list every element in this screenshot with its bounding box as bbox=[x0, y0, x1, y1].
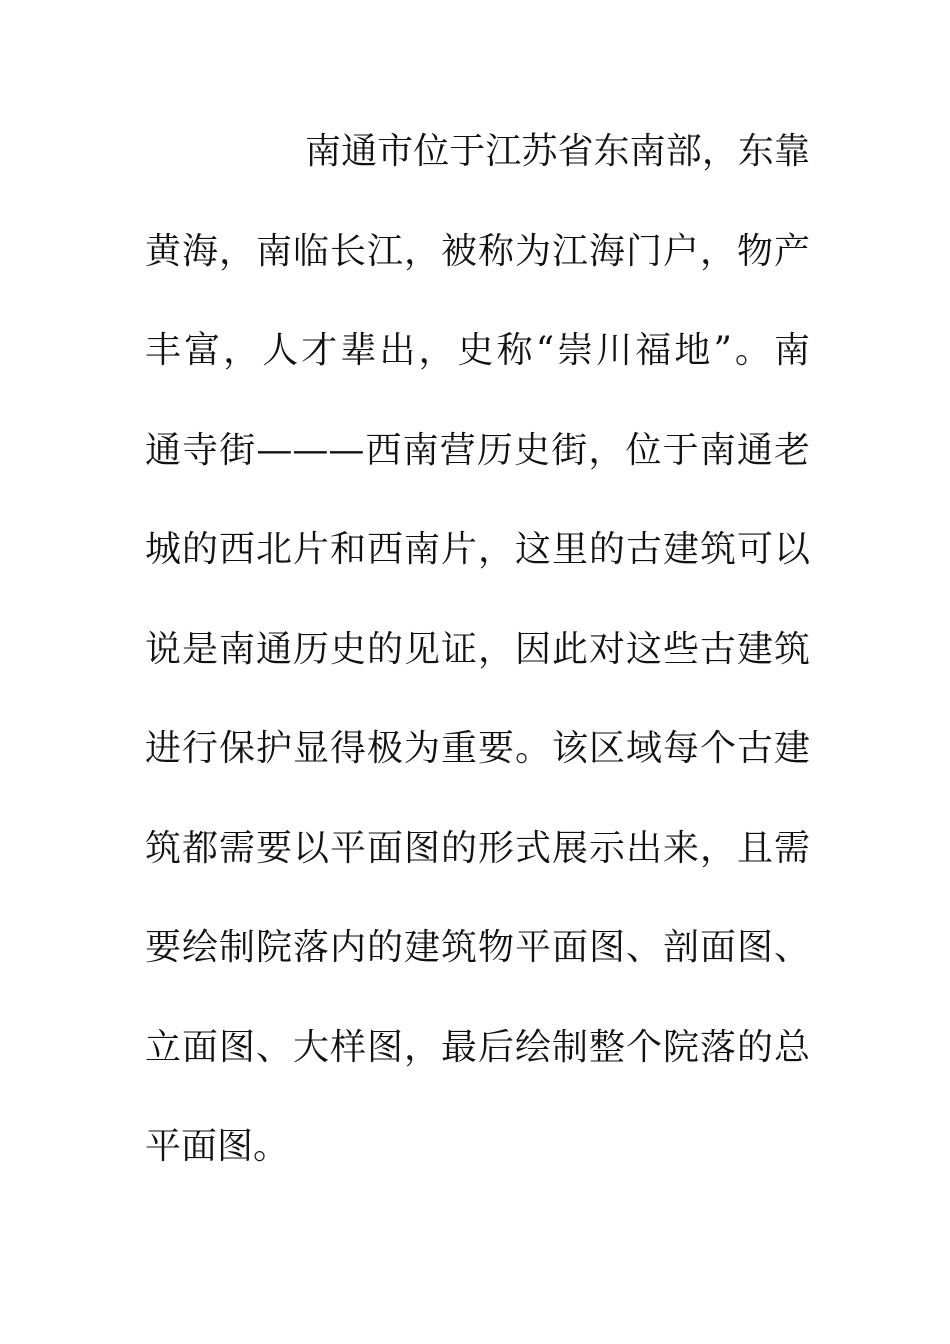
paragraph-line-1: 南通市位于江苏省东南部，东靠 bbox=[305, 131, 810, 172]
paragraph-line-10: 立面图、大样图，最后绘制整个院落的总 bbox=[145, 1026, 810, 1068]
paragraph-line-5: 城的西北片和西南片，这里的古建筑可以 bbox=[145, 529, 810, 570]
paragraph-line-7: 进行保护显得极为重要。该区域每个古建 bbox=[145, 728, 810, 769]
paragraph-line-3: 丰富，人才辈出，史称“崇川福地”。南 bbox=[145, 330, 810, 371]
paragraph-line-8: 筑都需要以平面图的形式展示出来，且需 bbox=[145, 827, 810, 869]
paragraph-line-9: 要绘制院落内的建筑物平面图、剖面图、 bbox=[145, 927, 810, 968]
paragraph-line-6: 说是南通历史的见证，因此对这些古建筑 bbox=[145, 628, 810, 670]
paragraph-line-4: 通寺街———西南营历史街，位于南通老 bbox=[145, 429, 810, 471]
paragraph-line-11: 平面图。 bbox=[145, 1126, 290, 1167]
body-paragraph bbox=[145, 126, 810, 1221]
paragraph-line-2: 黄海，南临长江，被称为江海门户，物产 bbox=[145, 230, 810, 272]
